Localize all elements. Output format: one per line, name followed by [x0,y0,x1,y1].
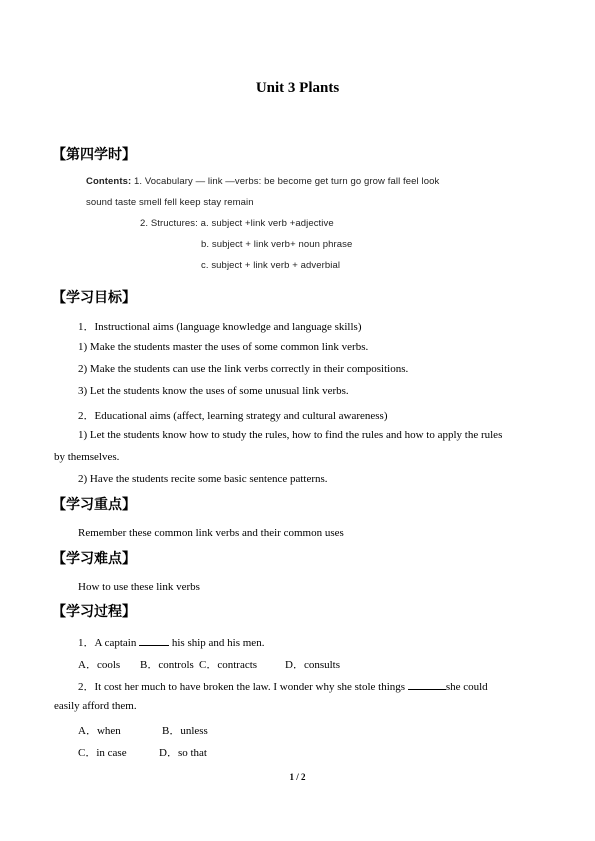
page-title: Unit 3 Plants [255,80,340,96]
question-1-option-d: D．consults [285,659,340,671]
objective-line: 2．Educational aims (affect, learning strategy and cultural awareness) [78,410,388,422]
objective-line: 2) Make the students can use the link verbs correctly in their compositions. [78,363,409,375]
section-heading-process: 【学习过程】 [52,604,136,620]
question-1-stem: 1．A captain [78,637,137,649]
contents-label: Contents: [86,176,132,187]
question-2-stem: 2．It cost her much to have broken the law. I wonder why she stole things [78,681,406,693]
question-1-option-c: C．contracts [199,659,258,671]
key-point-text: Remember these common link verbs and their common uses [78,527,344,539]
objective-line: 2) Have the students recite some basic sentence patterns. [78,473,328,485]
page-number: 1 / 2 [289,772,306,782]
objective-line: by themselves. [54,451,120,463]
contents-structure-a: 2. Structures: a. subject +link verb +adjective [140,218,334,229]
section-heading-period: 【第四学时】 [52,147,136,163]
question-2-continuation: easily afford them. [54,700,137,712]
question-2-option-a: A．when [78,725,121,737]
objective-line: 1) Let the students know how to study the rules, how to find the rules and how to apply the rules [78,429,503,441]
section-heading-difficulties: 【学习难点】 [52,551,136,567]
contents-vocabulary: 1. Vocabulary — link —verbs: be become get turn go grow fall feel look [131,176,440,187]
question-1 [78,634,264,650]
section-heading-key-points: 【学习重点】 [52,497,136,513]
section-heading-objectives: 【学习目标】 [52,290,136,306]
question-2-stem-end: she could [445,681,488,693]
question-2-option-b: B．unless [162,725,208,737]
contents-structure-b: b. subject + link verb+ noun phrase [201,239,353,250]
objective-line: 1) Make the students master the uses of some common link verbs. [78,341,369,353]
answer-blank [139,635,169,646]
question-2-option-c: C．in case [78,747,127,759]
question-1-option-b: B．controls [140,659,194,671]
objective-line: 3) Let the students know the uses of some unusual link verbs. [78,385,349,397]
question-2-option-d: D．so that [159,747,207,759]
difficulty-text: How to use these link verbs [78,581,200,593]
contents-line-2: sound taste smell fell keep stay remain [86,197,254,208]
contents-structure-c: c. subject + link verb + adverbial [201,260,341,271]
question-1-stem-end: his ship and his men. [171,637,265,649]
question-2 [78,678,488,694]
objective-line: 1．Instructional aims (language knowledge and language skills) [78,321,362,333]
answer-blank [408,679,446,690]
question-1-option-a: A．cools [78,659,121,671]
contents-line-1 [86,176,439,187]
